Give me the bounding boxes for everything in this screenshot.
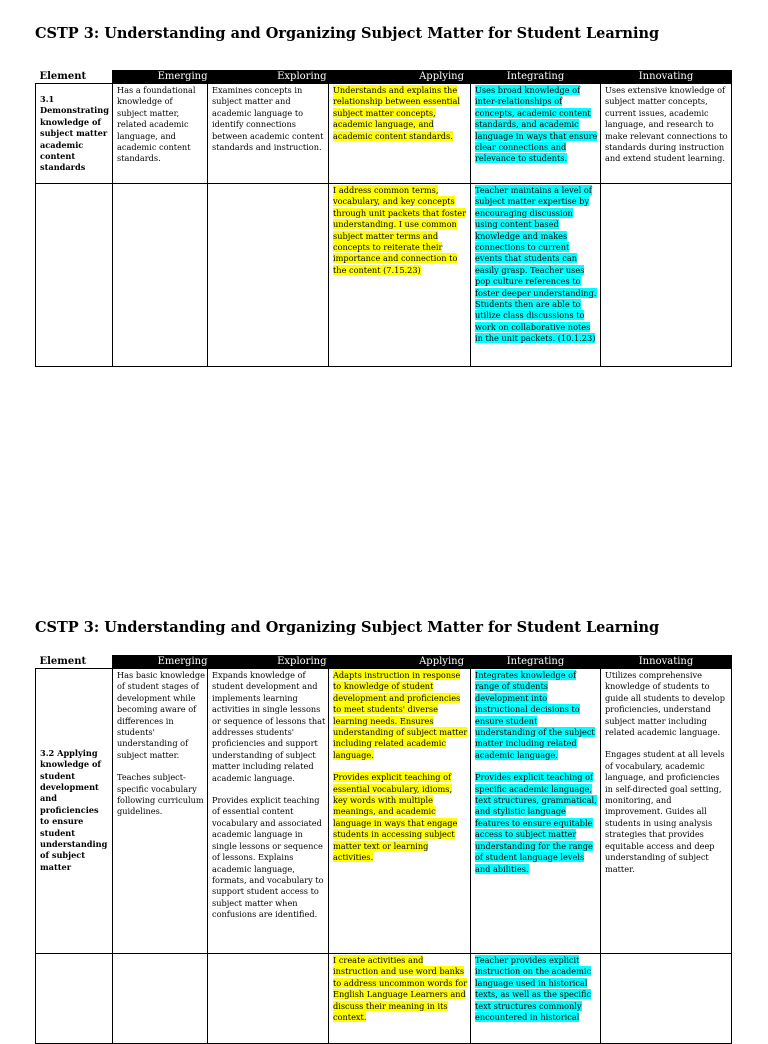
applying-paragraph — [333, 670, 468, 761]
header-emerging: Emerging — [113, 656, 208, 669]
header-emerging: Emerging — [113, 71, 208, 84]
innovating-paragraph: Utilizes comprehensive knowledge of students to guide all students to develop proficiencies, understand subject matter including related academic language. — [605, 670, 725, 738]
exploring-paragraph: Expands knowledge of student development and implements learning activities in single lessons or sequence of lessons that addresses students' proficiencies and support understanding of subject matter including related academic language. — [212, 670, 326, 783]
evidence-exploring-cell — [208, 184, 329, 367]
emerging-cell: Has a foundational knowledge of subject matter, related academic language, and academic content standards. — [113, 84, 208, 184]
evidence-row — [36, 954, 732, 1044]
exploring-cell — [208, 669, 329, 954]
evidence-emerging-cell — [113, 954, 208, 1044]
innovating-cell: Uses extensive knowledge of subject matter concepts, current issues, academic language, and research to make relevant connections to standards during instruction and extend student learning. — [601, 84, 732, 184]
applying-highlight: Provides explicit teaching of essential vocabulary, idioms, key words with multiple meanings, and academic language in ways that engage students in accessing subject matter text or learning activities. — [333, 772, 458, 863]
evidence-innovating-cell — [601, 184, 732, 367]
rubric-table-3-2 — [35, 655, 732, 1044]
header-row — [36, 656, 732, 669]
integrating-highlight: Uses broad knowledge of inter-relationships of concepts, academic content standards, and academic language in ways that ensure clear connections and relevance to students. — [475, 85, 598, 164]
evidence-applying-cell — [329, 954, 471, 1044]
header-applying: Applying — [329, 71, 471, 84]
emerging-cell — [113, 669, 208, 954]
emerging-paragraph: Teaches subject-specific vocabulary following curriculum guidelines. — [117, 772, 204, 817]
evidence-applying-cell — [329, 184, 471, 367]
evidence-integrating-highlight: Teacher maintains a level of subject matter expertise by encouraging discussion using content based knowledge and makes connections to current events that students can easily grasp. Teacher uses pop culture references to foster deeper understanding. Students then are able to utilize class discussions to work on collaborative notes in the unit packets. (10.1.23) — [475, 185, 597, 344]
evidence-exploring-cell — [208, 954, 329, 1044]
header-integrating: Integrating — [471, 656, 601, 669]
applying-cell — [329, 669, 471, 954]
descriptor-row — [36, 669, 732, 954]
header-integrating: Integrating — [471, 71, 601, 84]
evidence-applying-highlight: I address common terms, vocabulary, and key concepts through unit packets that foster understanding. I use common subject matter terms and concepts to reiterate their importance and connection to the content (7.15.23) — [333, 185, 467, 275]
integrating-highlight: Integrates knowledge of range of students development into instructional decisions to ensure student understanding of the subject matter including related academic language. — [475, 670, 595, 760]
header-row — [36, 71, 732, 84]
header-element: Element — [36, 71, 113, 84]
header-applying: Applying — [329, 656, 471, 669]
emerging-paragraph: Has basic knowledge of student stages of development while becoming aware of differences in students' understanding of subject matter. — [117, 670, 205, 760]
applying-paragraph — [333, 772, 468, 863]
header-exploring: Exploring — [208, 71, 329, 84]
exploring-cell: Examines concepts in subject matter and academic language to identify connections between academic content standards and instruction. — [208, 84, 329, 184]
evidence-emerging-cell — [113, 184, 208, 367]
innovating-paragraph: Engages student at all levels of vocabulary, academic language, and proficiencies in self-directed goal setting, monitoring, and improvement. Guides all students in using analysis strategies that provides equitable access and deep understanding of subject matter. — [605, 749, 725, 874]
header-exploring: Exploring — [208, 656, 329, 669]
rubric-table-3-1 — [35, 70, 732, 367]
evidence-element-cell — [36, 184, 113, 367]
applying-highlight: Adapts instruction in response to knowledge of student development and proficiencies to meet students' diverse learning needs. Ensures understanding of subject matter including related academic language. — [333, 670, 468, 760]
applying-cell — [329, 84, 471, 184]
integrating-paragraph — [475, 772, 598, 875]
evidence-innovating-cell — [601, 954, 732, 1044]
element-cell: 3.2 Applying knowledge of student development and proficiencies to ensure student understanding of subject matter — [36, 669, 113, 954]
evidence-row — [36, 184, 732, 367]
page-title: CSTP 3: Understanding and Organizing Subject Matter for Student Learning — [35, 619, 660, 636]
page-title: CSTP 3: Understanding and Organizing Subject Matter for Student Learning — [35, 25, 660, 42]
evidence-integrating-highlight: Teacher provides explicit instruction on the academic language used in historical texts, as well as the specific text structures commonly encountered in historical — [475, 955, 592, 1023]
exploring-paragraph: Provides explicit teaching of essential content vocabulary and associated academic language in single lessons or sequence of lessons. Explains academic language, formats, and vocabulary to support student access to subject matter when confusions are identified. — [212, 795, 324, 920]
header-innovating: Innovating — [601, 656, 732, 669]
integrating-highlight: Provides explicit teaching of specific academic language, text structures, grammatical, and stylistic language features to ensure equitable access to subject matter understanding for the range of student language levels and abilities. — [475, 772, 597, 874]
header-element: Element — [36, 656, 113, 669]
evidence-integrating-cell — [471, 184, 601, 367]
applying-highlight: Understands and explains the relationship between essential subject matter concepts, academic language, and academic content standards. — [333, 85, 461, 141]
evidence-element-cell — [36, 954, 113, 1044]
descriptor-row — [36, 84, 732, 184]
evidence-integrating-cell — [471, 954, 601, 1044]
innovating-cell — [601, 669, 732, 954]
element-cell: 3.1 Demonstrating knowledge of subject matter academic content standards — [36, 84, 113, 184]
evidence-applying-highlight: I create activities and instruction and use word banks to address uncommon words for English Language Learners and discuss their meaning in its context. — [333, 955, 468, 1023]
header-innovating: Innovating — [601, 71, 732, 84]
integrating-paragraph — [475, 670, 598, 761]
integrating-cell — [471, 669, 601, 954]
integrating-cell — [471, 84, 601, 184]
